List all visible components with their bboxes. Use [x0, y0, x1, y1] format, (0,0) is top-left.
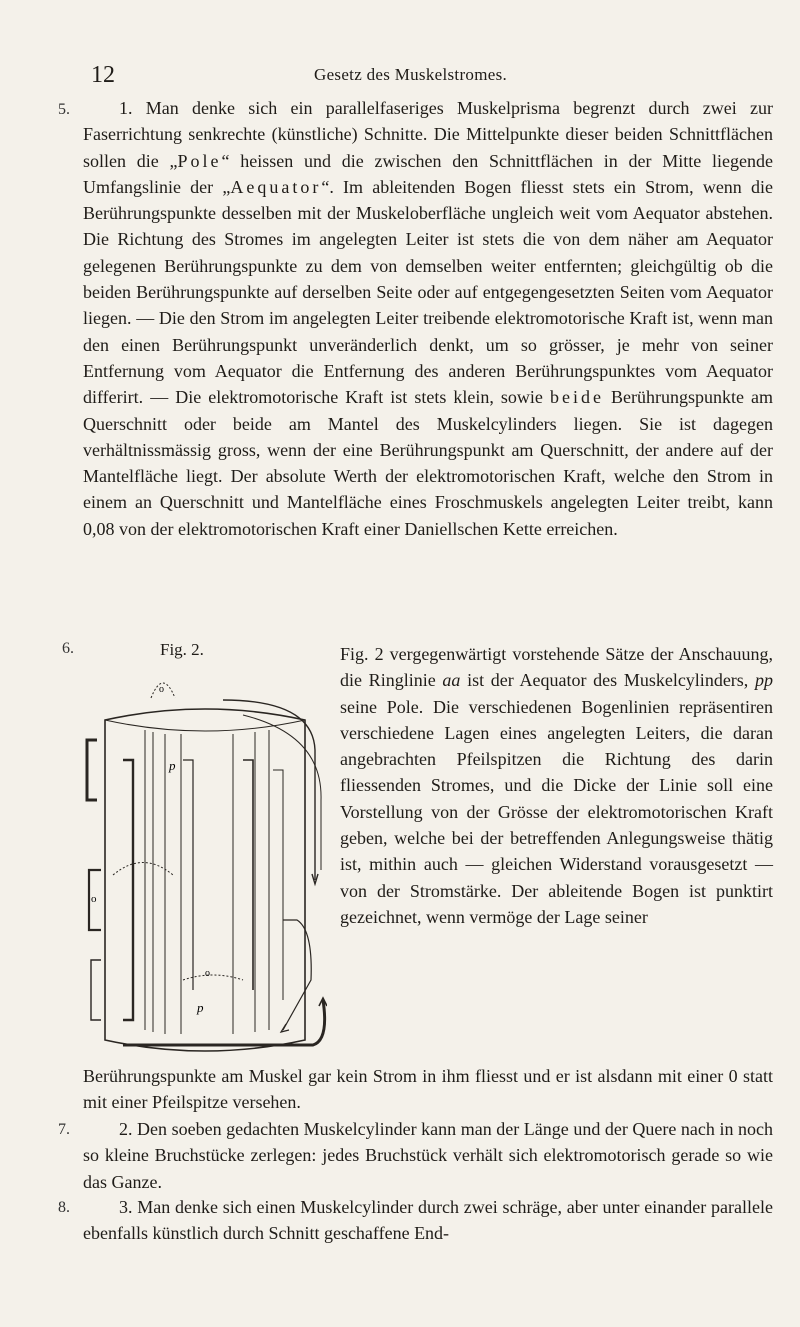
left-arc-1 — [87, 740, 97, 800]
inner-bracket-2 — [183, 760, 193, 990]
label-top-o: o — [159, 684, 164, 695]
paragraph-1 — [83, 95, 773, 542]
paragraph-2: 2. Den soeben gedachten Muskelcylinder kann man der Länge und der Quere nach in noch so kleine Bruchstücke zerlegen: jedes Bruchstück verhält sich elektromotorisch gerade so wie das Ganze. — [83, 1119, 773, 1192]
inner-fibres — [145, 730, 269, 1034]
side-text-a: Fig. 2 vergegenwärtigt vorstehende Sätze der Anschauung, die Ringlinie — [340, 644, 773, 691]
paragraph-1-text-c: “. Im ableitenden Bogen fliesst stets ein Strom, wenn die Berührungspunkte desselben mit der Muskeloberfläche ungleich weit vom Aequator abstehen. Die Richtung des Stromes im angelegten Leiter ist stets die von dem näher am Aequator gelegenen Berührungspunkte zu dem von demselben weiter entfernten; gleichgültig ob die beiden Berührungspunkte auf derselben Seite oder auf entgegengesetzten Seiten vom Aequator liegen. — Die den Strom im angelegten Leiter treibende elektromotorische Kraft ist, wenn man den einen Berührungspunkt unveränderlich denkt, um so grösser, je mehr von seiner Entfernung vom Aequator die Entfernung des anderen Berührungspunktes vom Aequator differirt. — Die elektromotorische Kraft ist stets klein, sowie — [83, 176, 773, 408]
label-p-lower: p — [197, 1000, 204, 1015]
figure-description-end: Berührungspunkte am Muskel gar kein Strom in ihm fliesst und er ist alsdann mit einer 0 statt mit einer Pfeilspitze versehen. — [83, 1066, 773, 1113]
dotted-arc-2 — [183, 975, 243, 980]
label-o-left: o — [91, 893, 97, 905]
cylinder-outline — [105, 709, 305, 1051]
inner-bracket-3 — [243, 760, 253, 990]
label-p-upper: p — [169, 758, 176, 773]
figure-description — [340, 641, 773, 930]
term-beide: beide — [549, 387, 604, 408]
figure-caption: Fig. 2. — [160, 640, 204, 659]
margin-number-5: 5. — [58, 101, 70, 118]
term-aa: aa — [442, 670, 461, 691]
inner-bracket-1 — [123, 760, 133, 1020]
running-title: Gesetz des Muskelstromes. — [314, 65, 508, 84]
margin-number-6: 6. — [62, 640, 74, 657]
left-arc-3 — [91, 960, 101, 1020]
margin-number-8: 8. — [58, 1199, 70, 1216]
cylinder-top-ellipse — [105, 720, 305, 731]
label-o-lower: o — [205, 968, 210, 979]
side-text-c: seine Pole. Die verschiedenen Bogenlinien repräsentiren verschiedene Lagen eines angelegten Leiters, die daran angebrachten Pfeilspitzen die Richtung des darin fliessenden Stromes, und die Dicke der Linie soll eine Vorstellung von der Grösse der elektromotorischen Kraft geben, welche bei der betreffenden Anlegungsweise thätig ist, mithin auch — gleichen Widerstand vorausgesetzt — von der Stromstärke. Der ableitende Bogen ist punktirt gezeichnet, wenn vermöge der Lage seiner — [340, 696, 773, 927]
inner-bracket-4 — [273, 770, 283, 1000]
page-number: 12 — [91, 62, 115, 88]
margin-number-7: 7. — [58, 1121, 70, 1138]
muscle-cylinder-diagram — [83, 660, 327, 1066]
side-text-b: ist der Aequator des Muskelcylinders, — [460, 670, 755, 691]
term-pole: Pole — [177, 150, 222, 171]
paragraph-1-text-d: Berührungspunkte am Querschnitt oder beide am Mantel des Muskelcylinders liegen. Sie ist dagegen verhältnissmässig gross, wenn der eine Berührungspunkt am Querschnitt, der andere auf der Mantelfläche liegt. Der absolute Werth der elektromotorischen Kraft, welche den Strom in einem an Querschnitt und Mantelfläche eines Froschmuskels angelegten Leiter treibt, kann 0,08 von der elektromotorischen Kraft einer Daniellschen Kette erreichen. — [83, 387, 774, 539]
figure-2 — [83, 660, 327, 1066]
arrow-head-2 — [281, 1024, 289, 1032]
right-arc-3 — [283, 920, 311, 1030]
paragraph-1-text-a: 1. Man denke sich ein parallelfaseriges Muskelprisma begrenzt durch zwei zur Faserrichtung senkrechte (künstliche) Schnitte. Die Mittelpunkte dieser beiden Schnittflächen sollen die „ — [83, 98, 773, 171]
paragraph-3: 3. Man denke sich einen Muskelcylinder durch zwei schräge, aber unter einander parallele ebenfalls künstlich durch Schnitt geschaffene End- — [83, 1197, 773, 1244]
paragraph-1-text-b: “ heissen und die zwischen den Schnittflächen in der Mitte liegende Umfangslinie der „ — [83, 150, 773, 197]
term-aequator: Aequator — [230, 176, 322, 197]
term-pp: pp — [755, 670, 773, 691]
page-header — [0, 62, 800, 86]
dotted-arc-1 — [113, 863, 173, 876]
